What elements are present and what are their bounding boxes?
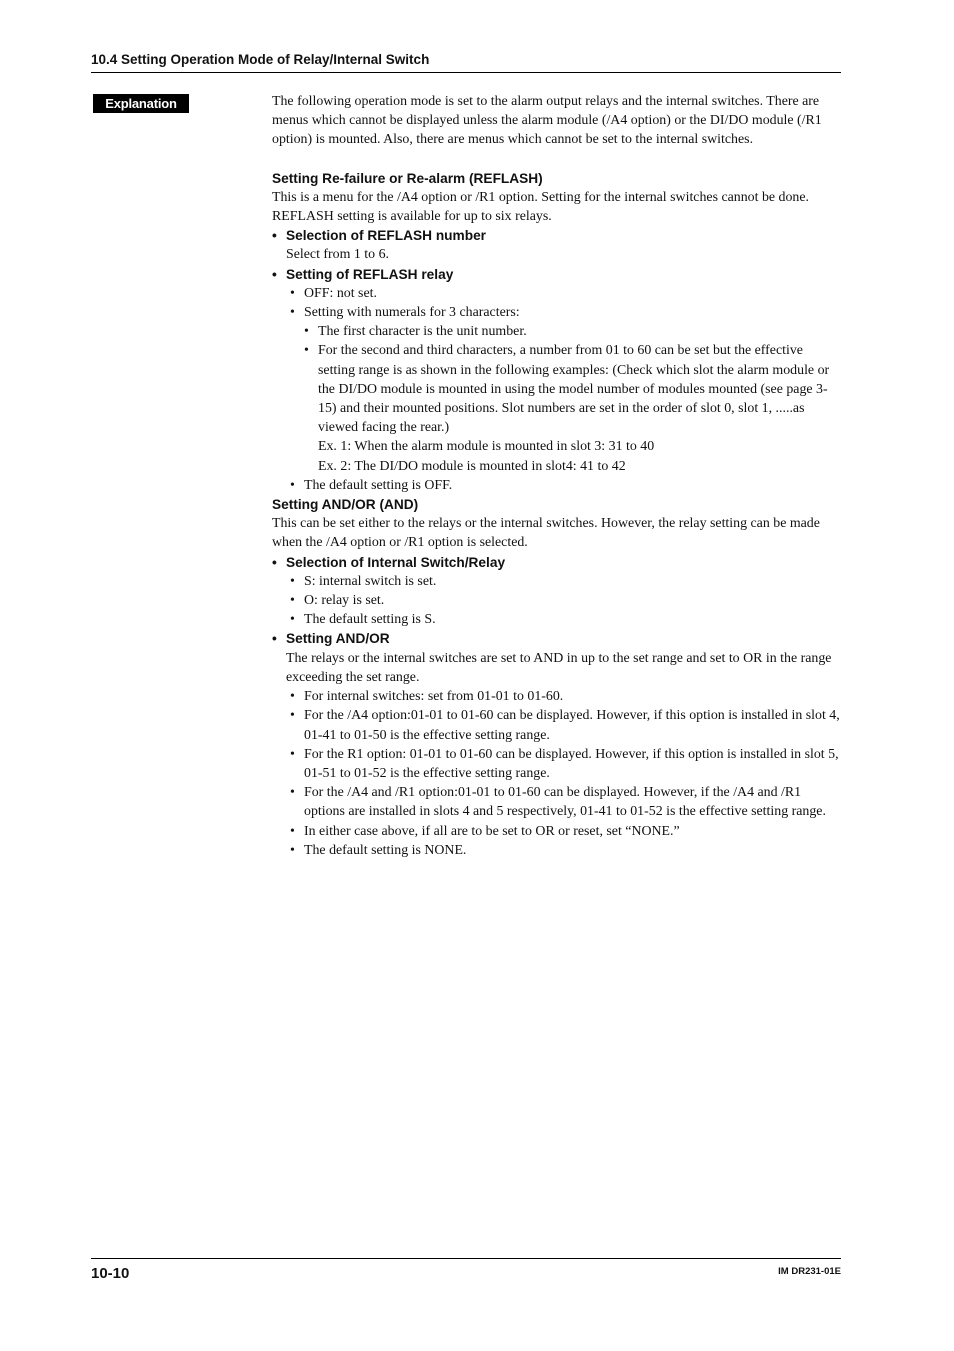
list-item: • O: relay is set. bbox=[272, 591, 840, 610]
list-item: • The default setting is NONE. bbox=[272, 841, 840, 860]
list-item: • S: internal switch is set. bbox=[272, 572, 840, 591]
list-item: • The first character is the unit number. bbox=[272, 322, 840, 341]
reflash-heading: Setting Re-failure or Re-alarm (REFLASH) bbox=[272, 170, 543, 186]
example-1: Ex. 1: When the alarm module is mounted in slot 3: 31 to 40 bbox=[318, 439, 655, 455]
list-item: • OFF: not set. bbox=[272, 284, 840, 303]
list-item: • For the /A4 and /R1 option:01-01 to 01-60 can be displayed. However, if the /A4 and /R1 options are installed in slots 4 and 5 respectively, 01-41 to 01-52 is the effective setting range. bbox=[272, 783, 840, 821]
list-item: • For the R1 option: 01-01 to 01-60 can be displayed. However, if this option is installed in slot 5, 01-51 to 01-52 is the effective setting range. bbox=[272, 745, 840, 783]
list-item: • The default setting is S. bbox=[272, 610, 840, 629]
andor-heading: Setting AND/OR (AND) bbox=[272, 497, 419, 513]
list-item: • The default setting is OFF. bbox=[272, 476, 840, 495]
reflash-description: This is a menu for the /A4 option or /R1 option. Setting for the internal switches cannot be done. REFLASH setting is available for up to six relays. bbox=[272, 189, 810, 225]
list-item: • For the /A4 option:01-01 to 01-60 can be displayed. However, if this option is installed in slot 4, 01-41 to 01-50 is the effective setting range. bbox=[272, 706, 840, 744]
page-header bbox=[91, 52, 841, 73]
page-footer bbox=[91, 1258, 841, 1282]
explanation-content bbox=[272, 92, 840, 860]
reflash-number-heading: • Selection of REFLASH number bbox=[272, 226, 840, 245]
explanation-badge: Explanation bbox=[93, 94, 189, 113]
page-number: 10-10 bbox=[91, 1265, 130, 1282]
example-2: Ex. 2: The DI/DO module is mounted in slot4: 41 to 42 bbox=[318, 458, 626, 474]
list-item: • For internal switches: set from 01-01 to 01-60. bbox=[272, 687, 840, 706]
intro-paragraph: The following operation mode is set to the alarm output relays and the internal switches. There are menus which cannot be displayed unless the alarm module (/A4 option) or the DI/DO module (/R1 option) is mounted. Also, there are menus which cannot be set to the internal switches. bbox=[272, 94, 822, 148]
list-item: • Setting with numerals for 3 characters: bbox=[272, 303, 840, 322]
reflash-number-text: Select from 1 to 6. bbox=[286, 247, 389, 263]
andor-description: This can be set either to the relays or the internal switches. However, the relay setting can be made when the /A4 option or /R1 option is selected. bbox=[272, 516, 820, 551]
setting-andor-description: The relays or the internal switches are set to AND in up to the set range and set to OR in the range exceeding the set range. bbox=[286, 650, 832, 685]
selection-heading: • Selection of Internal Switch/Relay bbox=[272, 553, 840, 572]
section-title: 10.4 Setting Operation Mode of Relay/Internal Switch bbox=[91, 52, 430, 67]
setting-andor-heading: • Setting AND/OR bbox=[272, 629, 840, 648]
list-item: • In either case above, if all are to be set to OR or reset, set “NONE.” bbox=[272, 822, 840, 841]
reflash-relay-heading: • Setting of REFLASH relay bbox=[272, 265, 840, 284]
document-id: IM DR231-01E bbox=[778, 1266, 841, 1277]
list-item: • For the second and third characters, a number from 01 to 60 can be set but the effective setting range is as shown in the following examples: (Check which slot the alarm module or the DI/DO module is mounted in using the model number of modules mounted (see page 3-15) and their mounted positions. Slot numbers are set in the order of slot 0, slot 1, .....as viewed facing the rear.) bbox=[272, 341, 840, 437]
